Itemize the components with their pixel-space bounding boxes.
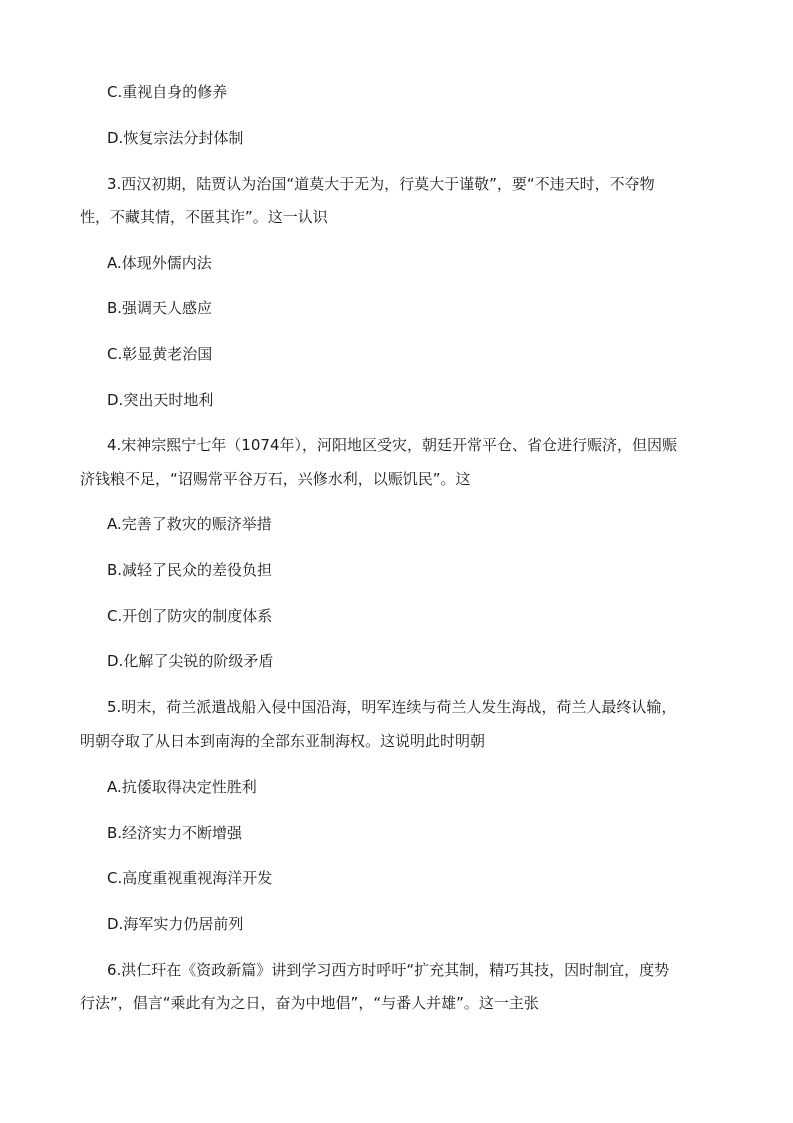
q2-option-c: C.重视自身的修养 — [107, 83, 228, 101]
q6-stem-line2: 行法”，倡言“乘此有为之日，奋为中地倡”，“与番人并雄”。这一主张 — [80, 994, 539, 1012]
q4-stem-line1: 4.宋神宗熙宁七年（1074年），河阳地区受灾，朝廷开常平仓、省仓进行赈济，但因赈 — [107, 436, 677, 454]
q5-option-c: C.高度重视重视海洋开发 — [107, 869, 273, 887]
q6-stem-line1: 6.洪仁玕在《资政新篇》讲到学习西方时呼吁“扩充其制，精巧其技，因时制宜，度势 — [107, 961, 670, 979]
q4-option-c: C.开创了防灾的制度体系 — [107, 607, 273, 625]
q2-option-d: D.恢复宗法分封体制 — [107, 129, 244, 147]
q4-option-d: D.化解了尖锐的阶级矛盾 — [107, 652, 274, 670]
q5-option-a: A.抗倭取得决定性胜利 — [107, 778, 257, 796]
q3-stem-line2: 性，不藏其情，不匿其诈”。这一认识 — [80, 208, 328, 226]
q3-stem-line1: 3.西汉初期，陆贾认为治国“道莫大于无为，行莫大于谨敬”，要“不违天时，不夺物 — [107, 175, 655, 193]
q4-option-b: B.减轻了民众的差役负担 — [107, 561, 273, 579]
q4-stem-line2: 济钱粮不足，“诏赐常平谷万石，兴修水利，以赈饥民”。这 — [80, 470, 471, 488]
q5-stem-line2: 明朝夺取了从日本到南海的全部东亚制海权。这说明此时明朝 — [80, 732, 486, 750]
q3-option-a: A.体现外儒内法 — [107, 254, 212, 272]
q3-option-c: C.彰显黄老治国 — [107, 345, 213, 363]
q3-option-b: B.强调天人感应 — [107, 299, 213, 317]
q5-option-d: D.海军实力仍居前列 — [107, 915, 244, 933]
q5-stem-line1: 5.明末，荷兰派遣战船入侵中国沿海，明军连续与荷兰人发生海战，荷兰人最终认输， — [107, 698, 677, 716]
q5-option-b: B.经济实力不断增强 — [107, 824, 243, 842]
q3-option-d: D.突出天时地利 — [107, 391, 214, 409]
q4-option-a: A.完善了救灾的赈济举措 — [107, 515, 272, 533]
